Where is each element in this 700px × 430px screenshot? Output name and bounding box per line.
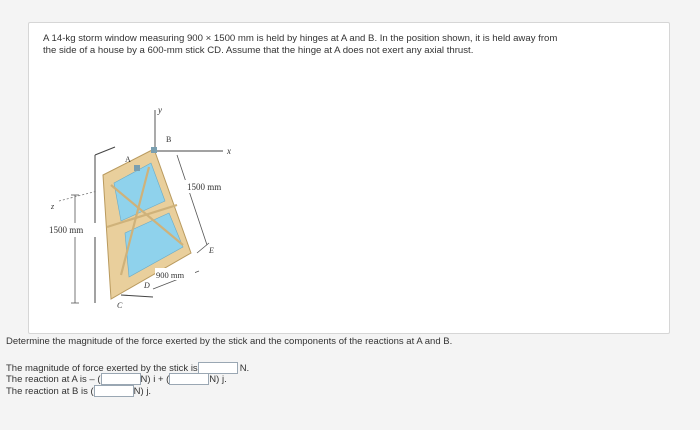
dim-1500-left: 1500 mm: [49, 225, 84, 235]
house-wall-top: [95, 147, 115, 155]
label-C: C: [117, 301, 123, 310]
question-text: Determine the magnitude of the force exerted by the stick and the components of the reactions at A and B.: [6, 336, 453, 347]
problem-statement: [43, 33, 643, 56]
label-B: B: [166, 135, 172, 144]
answer-row-reaction-b: [6, 385, 151, 397]
figure-card: [28, 22, 670, 334]
problem-line-2: the side of a house by a 600-mm stick CD. Assume that the hinge at A does not exert any axial thrust.: [43, 44, 474, 56]
stick-cd: [121, 295, 153, 297]
label-x: x: [227, 146, 231, 156]
label-E: E: [209, 246, 214, 255]
z-axis: [59, 191, 97, 201]
leader-e: [197, 243, 209, 253]
reaction-a-mid: N) i + (: [140, 373, 170, 385]
reaction-b-suffix: N) j.: [133, 385, 152, 397]
dim-1500-right: 1500 mm: [187, 182, 222, 192]
answer-row-reaction-a: [6, 373, 227, 385]
hinge-a: [134, 165, 140, 171]
reaction-a-x-input[interactable]: [101, 373, 141, 385]
label-D: D: [144, 281, 150, 290]
label-y: y: [158, 105, 162, 115]
storm-window-figure: [37, 75, 277, 315]
label-z: z: [51, 202, 55, 211]
force-unit: N.: [239, 362, 250, 374]
label-A: A: [125, 155, 131, 164]
reaction-a-y-input[interactable]: [169, 373, 209, 385]
force-label: The magnitude of force exerted by the stick is: [6, 362, 198, 374]
problem-line-1: A 14-kg storm window measuring 900 × 1500 mm is held by hinges at A and B. In the position shown, it is held away from: [43, 33, 558, 44]
reaction-b-input[interactable]: [94, 385, 134, 397]
hinge-b: [151, 147, 157, 153]
reaction-a-label: The reaction at A is – (: [6, 373, 101, 385]
reaction-a-suffix: N) j.: [209, 373, 227, 385]
reaction-b-label: The reaction at B is (: [6, 385, 94, 397]
dim-900: 900 mm: [156, 270, 185, 280]
